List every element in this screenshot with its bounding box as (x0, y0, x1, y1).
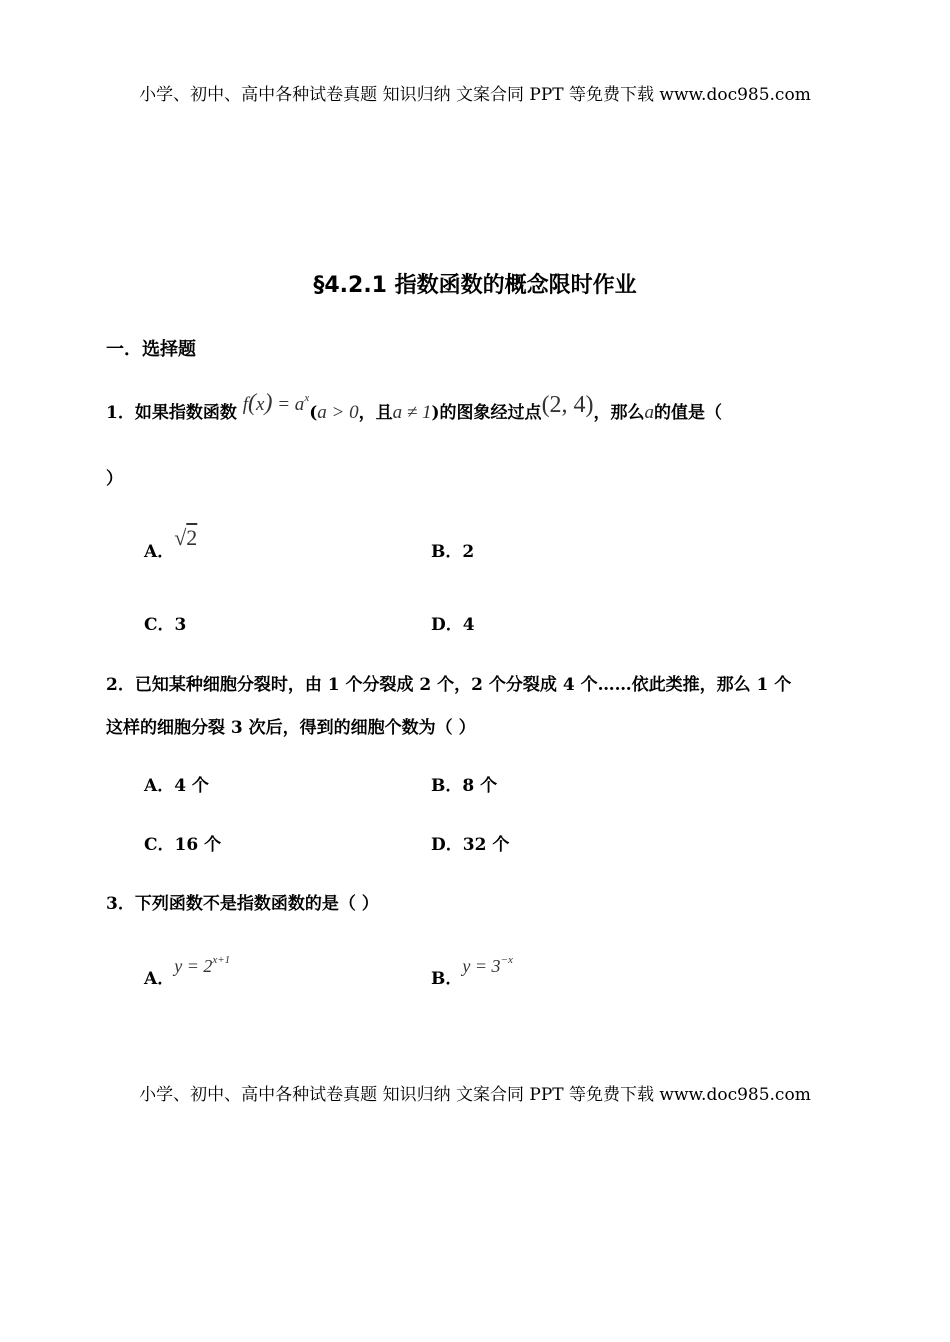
page-header: 小学、初中、高中各种试卷真题 知识归纳 文案合同 PPT 等免费下载 www.doc985.com (139, 85, 811, 105)
question-3-option-b: B．$y = 3^{-x}$ (431, 954, 513, 989)
question-2-option-b: B．8 个 (431, 776, 498, 796)
question-1-option-a: A．√2 (144, 525, 198, 562)
question-2-option-d: D．32 个 (431, 835, 510, 855)
page-title: §4.2.1 指数函数的概念限时作业 (313, 273, 637, 298)
question-2-line-2: 这样的细胞分裂 3 次后，得到的细胞个数为（ ） (106, 718, 476, 738)
formula-a: a (644, 402, 655, 423)
formula-option-b: $y = 3^{-x}$ (462, 954, 513, 976)
question-2-option-a: A．4 个 (144, 776, 209, 796)
question-2-line-1: 2．已知某种细胞分裂时，由 1 个分裂成 2 个，2 个分裂成 4 个……依此类推，那么 1 个 (106, 675, 792, 695)
question-3-line-1: 3．下列函数不是指数函数的是（ ） (106, 894, 379, 914)
formula-f: $f(x) = a^x$ (242, 390, 310, 416)
question-1-line-2: ） (106, 469, 123, 489)
question-1-option-c: C．3 (144, 615, 187, 635)
page-footer: 小学、初中、高中各种试卷真题 知识归纳 文案合同 PPT 等免费下载 www.doc985.com (139, 1085, 811, 1105)
question-1-option-d: D．4 (431, 615, 475, 635)
formula-condition-2: a ≠ 1 (392, 402, 432, 423)
section-heading: 一．选择题 (106, 339, 196, 360)
question-2-option-c: C．16 个 (144, 835, 222, 855)
question-1-option-b: B．2 (431, 542, 475, 562)
formula-condition-1: a > 0 (317, 402, 359, 423)
question-1-line-1: 1．如果指数函数 $f(x) = a^x(a > 0$，且a ≠ 1)的图象经过点(2, 4)，那么a的值是（ (106, 390, 723, 423)
question-text: 如果指数函数 (134, 403, 237, 423)
formula-point: (2, 4) (541, 392, 594, 418)
formula-option-a: $y = 2^{x+1}$ (174, 954, 231, 976)
question-3-option-a: A．$y = 2^{x+1}$ (144, 954, 231, 989)
question-number: 1． (106, 403, 135, 423)
sqrt-icon: √2 (174, 525, 198, 550)
